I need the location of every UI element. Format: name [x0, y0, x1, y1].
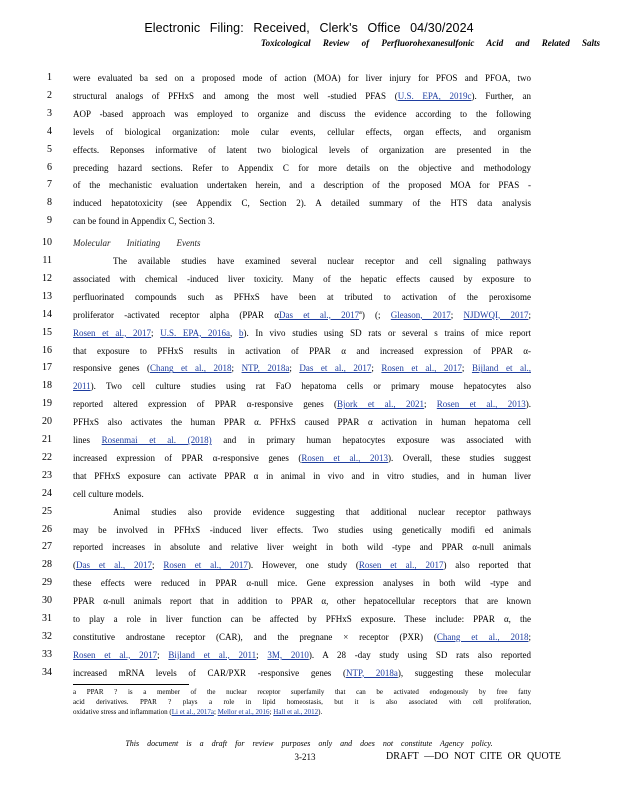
- line-number: 24: [42, 487, 52, 499]
- line-text-fragment: lines: [73, 435, 102, 445]
- line-text-fragment: (: [73, 560, 76, 571]
- line-number: 28: [42, 559, 52, 571]
- document-line: [0, 291, 618, 307]
- line-number: 18: [42, 380, 52, 392]
- line-text-fragment: ;: [371, 363, 382, 374]
- document-line: [0, 144, 618, 160]
- line-text: cell culture models.: [73, 488, 144, 499]
- footnote-text: oxidative stress and inflammation (: [73, 708, 172, 716]
- line-text-fragment: ). Further, an: [471, 90, 531, 101]
- citation-link[interactable]: Li et al., 2017a: [171, 708, 214, 716]
- line-text: [73, 399, 531, 409]
- document-line: [0, 273, 618, 289]
- document-line: [0, 524, 618, 540]
- citation-link[interactable]: Rosen et al., 2017: [73, 327, 152, 338]
- citation-link[interactable]: Rosen et al., 2013: [301, 452, 388, 463]
- line-text: [73, 453, 531, 463]
- line-number: 22: [42, 451, 52, 463]
- citation-link[interactable]: Rosen et al., 2017: [73, 649, 158, 660]
- line-number: 4: [47, 125, 52, 137]
- document-line: [0, 613, 618, 629]
- line-text: can be found in Appendix C, Section 3.: [73, 216, 215, 227]
- line-number: 14: [42, 308, 52, 320]
- document-line: [0, 162, 618, 178]
- line-text: preceding hazard sections. Refer to Appendix C for more details on the objective and methodology: [73, 162, 531, 173]
- line-number: 20: [42, 416, 52, 428]
- document-line: [0, 434, 618, 450]
- footnote-line: [73, 708, 531, 716]
- line-number: 10: [42, 237, 52, 249]
- document-line: [0, 452, 618, 468]
- line-text: [73, 91, 531, 101]
- line-text: reported increases in absolute and relative liver weight in both wild -type and PPAR α-null animals: [73, 542, 531, 553]
- document-line: [0, 362, 618, 378]
- document-line: [0, 470, 618, 486]
- line-text: perfluorinated compounds such as PFHxS have been at tributed to activation of the peroxisome: [73, 291, 531, 302]
- footnote-text: ).: [318, 708, 323, 716]
- line-number: 23: [42, 469, 52, 481]
- line-text-fragment: ,: [230, 327, 239, 338]
- citation-link[interactable]: U.S. EPA, 2019c: [397, 90, 472, 101]
- line-number: 27: [42, 541, 52, 553]
- draft-label: DRAFT —DO NOT CITE OR QUOTE: [386, 751, 561, 762]
- line-text-fragment: ). In vivo studies using SD rats or several s trains of mice report: [243, 327, 531, 338]
- line-number: 8: [47, 197, 52, 209]
- line-text-fragment: ;: [151, 327, 161, 338]
- line-number: 2: [47, 89, 52, 101]
- line-number: 31: [42, 613, 52, 624]
- header-subtitle: Toxicological Review of Perfluorohexanesulfonic Acid and Related Salts: [260, 38, 600, 48]
- footnote-text: ;: [269, 708, 274, 716]
- document-line: [0, 631, 618, 647]
- line-number: 21: [42, 434, 52, 445]
- draft-disclaimer: This document is a draft for review purposes only and does not constitute Agency policy.: [125, 739, 493, 748]
- line-number: 11: [42, 255, 52, 266]
- citation-link[interactable]: NTP, 2018a: [241, 363, 290, 374]
- line-text-fragment: ) (: [361, 309, 379, 320]
- citation-link[interactable]: Rosen et al., 2017: [163, 560, 248, 571]
- footnote-text: ;: [213, 708, 218, 716]
- line-number: 16: [42, 344, 52, 356]
- line-number: 29: [42, 577, 52, 589]
- citation-link[interactable]: U.S. EPA, 2016a: [160, 327, 231, 338]
- footnote-line: acid derivatives. PPAR ? plays a role in lipid homeostasis, but it is also associated with cell proliferation,: [73, 698, 531, 706]
- document-line: [0, 506, 618, 522]
- footnote-line: a PPAR ? is a member of the nuclear receptor superfamily that can be activated endogenously by free fatty: [73, 688, 531, 696]
- line-text-fragment: increased mRNA levels of CAR/PXR -responsive genes (: [73, 667, 346, 678]
- document-line: [0, 488, 618, 504]
- line-number: 1: [47, 72, 52, 83]
- line-text-fragment: ). A 28 -day study using SD rats also reported: [308, 649, 531, 660]
- citation-link[interactable]: Hall et al., 2012: [273, 708, 319, 716]
- line-text: to play a role in liver function can be affected by PFHxS exposure. These include: PPAR α, the: [73, 614, 531, 624]
- line-text-fragment: ;: [152, 560, 164, 571]
- line-text-fragment: ;: [378, 309, 391, 320]
- line-text-fragment: structural analogs of PFHxS and among the most well -studied PFAS (: [73, 90, 398, 101]
- line-number: 7: [47, 179, 52, 191]
- citation-link[interactable]: 2011: [73, 381, 91, 392]
- document-line: [0, 577, 618, 593]
- line-number: 33: [42, 648, 52, 660]
- document-line: [0, 90, 618, 106]
- line-text: [73, 435, 531, 445]
- line-number: 9: [47, 215, 52, 227]
- document-line: [0, 595, 618, 611]
- line-text-fragment: ). However, one study (: [247, 560, 359, 571]
- line-text: [73, 668, 531, 678]
- line-number: 5: [47, 143, 52, 155]
- line-text: associated with chemical -induced liver toxicity. Many of the hepatic effects caused by exposure to: [73, 273, 531, 284]
- line-text: [73, 310, 531, 320]
- line-text: levels of biological organization: mole cular events, cellular effects, organ effects, and organism: [73, 126, 531, 137]
- document-line: [0, 108, 618, 124]
- citation-link[interactable]: Das et al., 2017: [76, 560, 153, 571]
- citation-link[interactable]: Rosen et al., 2017: [381, 363, 462, 374]
- document-line: [0, 197, 618, 213]
- line-text-fragment: ;: [450, 309, 464, 320]
- header-title: Electronic Filing: Received, Clerk's Office 04/30/2024: [144, 21, 474, 35]
- section-heading: Molecular Initiating Events: [73, 238, 201, 249]
- line-text: AOP -based approach was employed to organize and discuss the evidence according to the following: [73, 108, 531, 119]
- citation-link[interactable]: Rosen et al., 2013: [436, 399, 526, 410]
- line-text: [73, 363, 531, 373]
- document-line: [0, 345, 618, 361]
- line-text-fragment: increased expression of PPAR α-responsive genes (: [73, 452, 302, 463]
- footnote-marker: a: [359, 309, 362, 316]
- line-text-fragment: ). Overall, these studies suggest: [387, 452, 531, 463]
- citation-link[interactable]: NJDWQI, 2017: [463, 309, 529, 320]
- line-number: 13: [42, 290, 52, 302]
- line-text: effects. Reponses informative of latent two biological levels of organization are presented in the: [73, 144, 531, 155]
- line-text-fragment: proliferator -activated receptor alpha (PPAR α: [73, 309, 279, 320]
- line-text: that PFHxS exposure can activate PPAR α in animal in vivo and in vitro studies, and in human liver: [73, 470, 531, 481]
- line-number: 17: [42, 362, 52, 374]
- document-line: [0, 215, 618, 231]
- line-text: [73, 560, 531, 570]
- line-number: 3: [47, 107, 52, 119]
- line-text: these effects were reduced in PPAR α-null mice. Gene expression analyses in both wild -type and: [73, 578, 531, 589]
- footnote-rule: [73, 684, 189, 685]
- line-text-fragment: ;: [231, 363, 242, 374]
- line-text-fragment: ;: [256, 649, 268, 660]
- line-text: [73, 328, 531, 338]
- citation-link[interactable]: Gleason, 2017: [390, 309, 451, 320]
- line-text: [73, 632, 531, 642]
- citation-link[interactable]: Chang et al., 2018: [150, 363, 232, 374]
- document-line: [0, 309, 618, 325]
- document-line: [0, 179, 618, 195]
- citation-link[interactable]: 3M, 2010: [267, 649, 309, 660]
- line-text-fragment: ).: [525, 399, 531, 410]
- line-text-fragment: ) also reported that: [443, 560, 531, 571]
- citation-link[interactable]: Rosenmai et al. (2018): [101, 435, 212, 445]
- line-text-fragment: constitutive androstane receptor (CAR), and the pregnane × receptor (PXR) (: [73, 631, 437, 642]
- line-text: PFHxS also activates the human PPAR α. PFHxS caused PPAR α activation in human hepatoma cell: [73, 417, 531, 428]
- document-line: [0, 380, 618, 396]
- citation-link[interactable]: Chang et al., 2018: [436, 631, 529, 642]
- document-line: [0, 327, 618, 343]
- citation-link[interactable]: Rosen et al., 2017: [358, 560, 444, 571]
- line-text: were evaluated ba sed on a proposed mode of action (MOA) for liver injury for PFOS and PFOA, two: [73, 73, 531, 83]
- document-line: [0, 667, 618, 683]
- line-text-fragment: ). Two cell culture studies using rat FaO hepatoma cells or primary mouse hepatocytes also: [90, 381, 531, 392]
- line-text-fragment: and in primary human hepatocytes exposure was associated with: [211, 435, 531, 445]
- line-number: 19: [42, 398, 52, 410]
- citation-link[interactable]: Das et al., 2017: [278, 309, 360, 320]
- line-number: 6: [47, 161, 52, 173]
- document-line: [0, 126, 618, 142]
- line-number: 32: [42, 630, 52, 642]
- line-text: that exposure to PFHxS results in activation of PPAR α and increased expression of PPAR α-: [73, 345, 531, 356]
- citation-link[interactable]: b: [238, 327, 244, 338]
- document-line: [0, 72, 618, 88]
- line-text: The available studies have examined several nuclear receptor and cell signaling pathways: [113, 256, 531, 266]
- line-text: may be involved in PFHxS -induced liver effects. Two studies using genetically modifi ed animals: [73, 524, 531, 535]
- citation-link[interactable]: Bijland et al.,: [471, 363, 531, 374]
- document-line: [0, 416, 618, 432]
- line-number: 26: [42, 523, 52, 535]
- line-text: Animal studies also provide evidence suggesting that additional nuclear receptor pathways: [113, 506, 531, 517]
- citation-link[interactable]: Mellor et al., 2016: [217, 708, 270, 716]
- line-text: PPAR α-null animals report that in addition to PPAR α, other hepatocellular receptors that are known: [73, 596, 531, 607]
- page-number: 3-213: [294, 752, 316, 762]
- line-number: 34: [42, 666, 52, 678]
- line-text: of the mechanistic evaluation undertaken herein, and a description of the proposed MOA for PFAS -: [73, 180, 531, 191]
- line-number: 25: [42, 505, 52, 517]
- line-text-fragment: ;: [461, 363, 472, 374]
- line-number: 12: [42, 272, 52, 284]
- document-line: [0, 237, 618, 253]
- document-line: [0, 255, 618, 271]
- line-text-fragment: ;: [528, 631, 531, 642]
- document-line: [0, 541, 618, 557]
- line-text: [73, 650, 531, 660]
- citation-link[interactable]: Bijland et al., 2011: [168, 649, 257, 660]
- line-number: 30: [42, 595, 52, 607]
- citation-link[interactable]: Bjork et al., 2021: [337, 399, 424, 410]
- document-line: [0, 649, 618, 665]
- line-number: 15: [42, 326, 52, 338]
- line-text-fragment: ;: [423, 399, 437, 410]
- document-line: [0, 559, 618, 575]
- line-text-fragment: responsive genes (: [73, 363, 151, 374]
- line-text: induced hepatotoxicity (see Appendix C, Section 2). A detailed summary of the HTS data analysis: [73, 198, 531, 209]
- line-text-fragment: ;: [157, 649, 169, 660]
- line-text-fragment: ), suggesting these molecular: [397, 667, 531, 678]
- line-text-fragment: ;: [528, 309, 531, 320]
- citation-link[interactable]: NTP, 2018a: [345, 667, 398, 678]
- line-text-fragment: reported altered expression of PPAR α-responsive genes (: [73, 399, 338, 410]
- line-text: [73, 381, 531, 391]
- line-text-fragment: ;: [289, 363, 300, 374]
- citation-link[interactable]: Das et al., 2017: [299, 363, 372, 374]
- document-line: [0, 398, 618, 414]
